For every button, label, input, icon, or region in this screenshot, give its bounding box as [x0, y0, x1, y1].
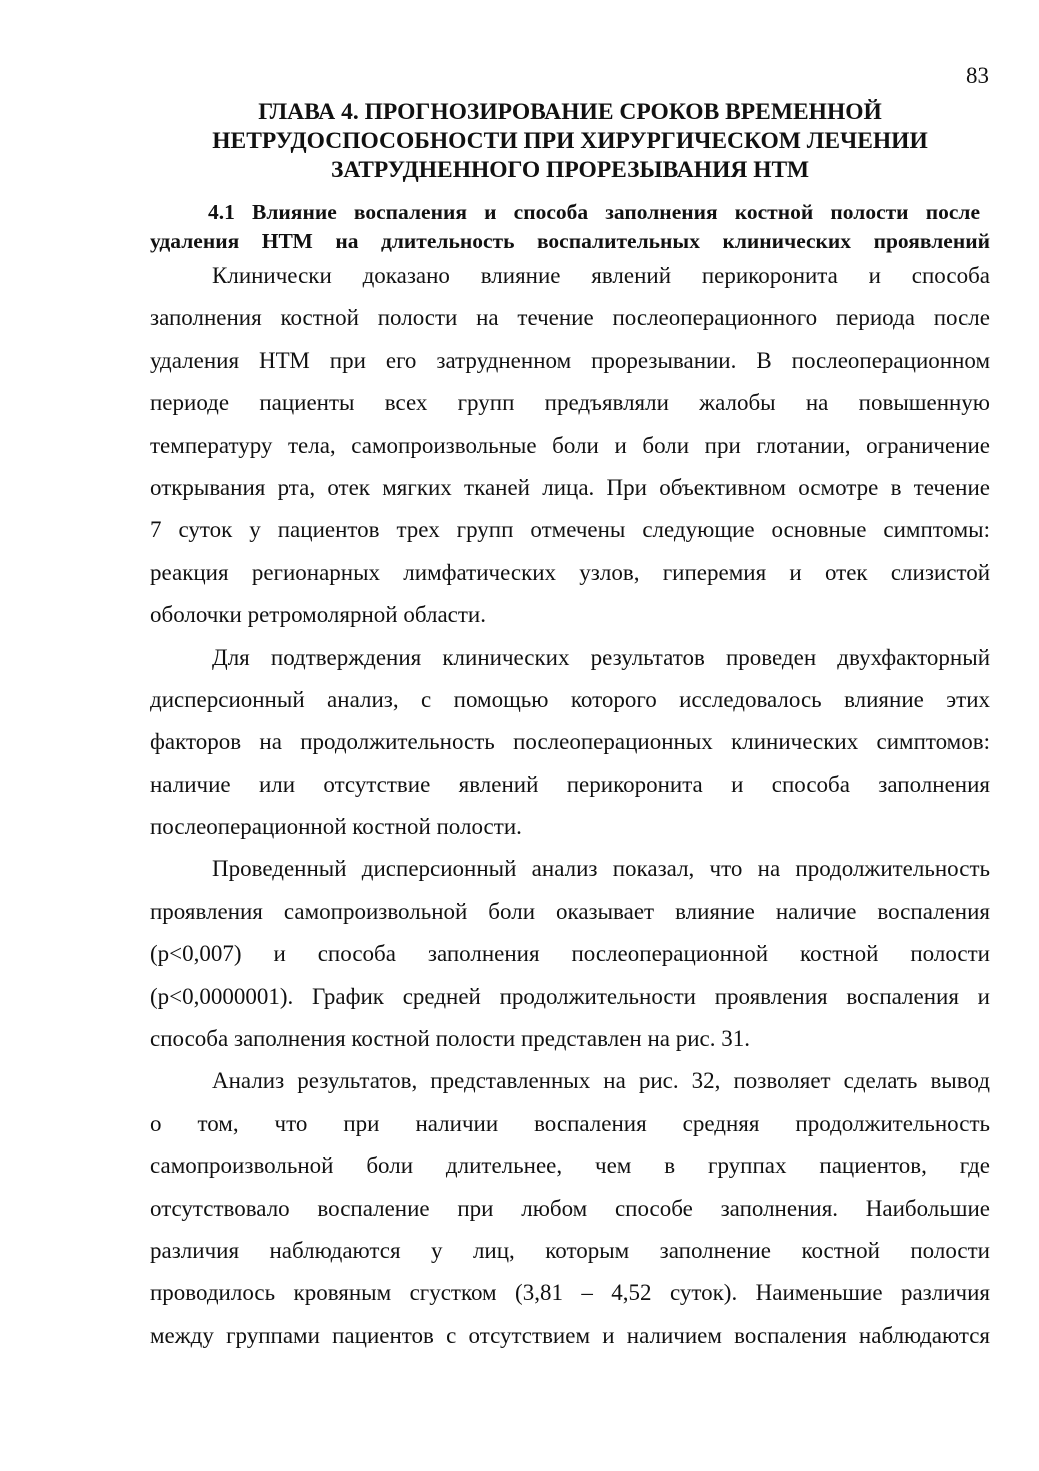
text-line: послеоперационной костной полости.: [150, 814, 522, 840]
section-title: [150, 198, 990, 256]
text-line: Анализ результатов, представленных на рис. 32, позволяет сделать вывод: [212, 1068, 990, 1094]
paragraph: [150, 1060, 990, 1357]
paragraph: [150, 637, 990, 849]
text-line: периоде пациенты всех групп предъявляли жалобы на повышенную: [150, 390, 990, 416]
text-line: способа заполнения костной полости представлен на рис. 31.: [150, 1026, 750, 1052]
text-line: температуру тела, самопроизвольные боли и боли при глотании, ограничение: [150, 432, 990, 458]
text-line: факторов на продолжительность послеоперационных клинических симптомов:: [150, 729, 990, 755]
text-line: Для подтверждения клинических результатов проведен двухфакторный: [212, 644, 990, 670]
text-line: наличие или отсутствие явлений перикоронита и способа заполнения: [150, 771, 990, 797]
text-line: отсутствовало воспаление при любом способе заполнения. Наибольшие: [150, 1195, 990, 1221]
chapter-title-line: НЕТРУДОСПОСОБНОСТИ ПРИ ХИРУРГИЧЕСКОМ ЛЕЧЕНИИ: [212, 128, 928, 154]
section-title-line: 4.1 Влияние воспаления и способа заполнения костной полости после: [208, 200, 980, 224]
text-line: о том, что при наличии воспаления средняя продолжительность: [150, 1110, 990, 1136]
text-line: различия наблюдаются у лиц, которым заполнение костной полости: [150, 1237, 990, 1263]
text-line: самопроизвольной боли длительнее, чем в группах пациентов, где: [150, 1153, 990, 1179]
text-line: между группами пациентов с отсутствием и наличием воспаления наблюдаются: [150, 1322, 990, 1348]
text-line: проводилось кровяным сгустком (3,81 – 4,52 суток). Наименьшие различия: [150, 1280, 990, 1306]
text-line: открывания рта, отек мягких тканей лица. При объективном осмотре в течение: [150, 474, 990, 500]
text-line: реакция регионарных лимфатических узлов, гиперемия и отек слизистой: [150, 559, 990, 585]
text-line: дисперсионный анализ, с помощью которого исследовалось влияние этих: [150, 686, 990, 712]
text-line: 7 суток у пациентов трех групп отмечены следующие основные симптомы:: [150, 517, 990, 543]
paragraph: [150, 255, 990, 637]
text-line: удаления НТМ при его затрудненном прорезывании. В послеоперационном: [150, 347, 990, 373]
text-line: (р<0,0000001). График средней продолжительности проявления воспаления и: [150, 983, 990, 1009]
text-line: Клинически доказано влияние явлений перикоронита и способа: [212, 263, 990, 288]
chapter-title: [150, 98, 990, 185]
body-text: [150, 255, 990, 1357]
text-line: оболочки ретромолярной области.: [150, 602, 486, 628]
section-title-line: удаления НТМ на длительность воспалительных клинических проявлений: [150, 229, 990, 253]
page-number: 83: [966, 63, 989, 88]
paragraph: [150, 848, 990, 1060]
text-line: проявления самопроизвольной боли оказывает влияние наличие воспаления: [150, 898, 990, 924]
text-line: заполнения костной полости на течение послеоперационного периода после: [150, 305, 990, 331]
text-line: (р<0,007) и способа заполнения послеоперационной костной полости: [150, 941, 990, 967]
text-line: Проведенный дисперсионный анализ показал, что на продолжительность: [212, 856, 990, 882]
chapter-title-line: ГЛАВА 4. ПРОГНОЗИРОВАНИЕ СРОКОВ ВРЕМЕННОЙ: [258, 99, 882, 125]
chapter-title-line: ЗАТРУДНЕННОГО ПРОРЕЗЫВАНИЯ НТМ: [330, 157, 810, 183]
